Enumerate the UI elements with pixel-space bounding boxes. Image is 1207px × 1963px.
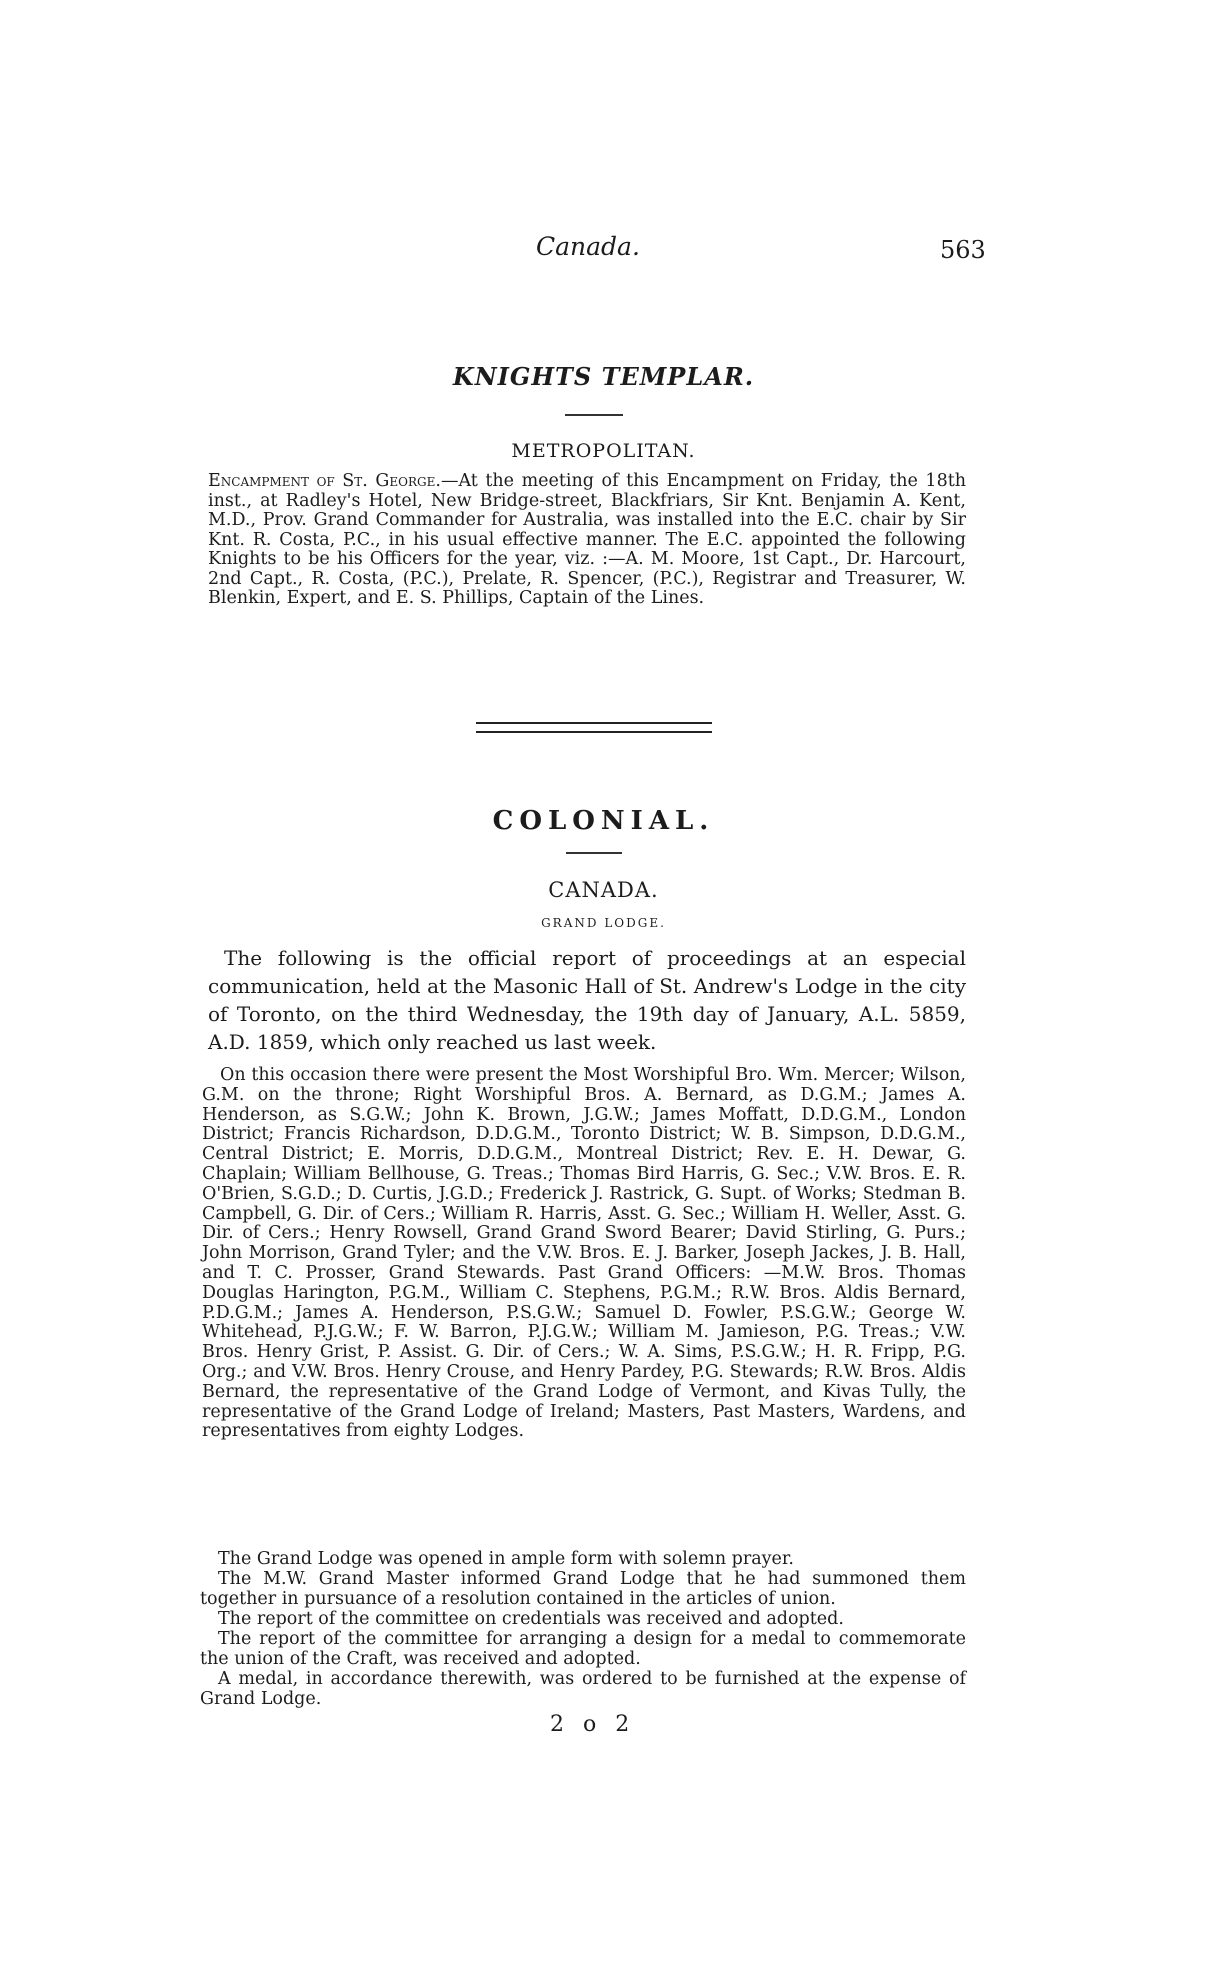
credentials-paragraph: The report of the committee on credentials was received and adopted.	[218, 1609, 844, 1629]
metropolitan-subheading: METROPOLITAN.	[511, 440, 696, 462]
intro-paragraph: The following is the official report of proceedings at an especial communication, held at the Masonic Hall of St. Andrew's Lodge in the city of Toronto, on the third Wednesday, the 19th day of January, A.L. 5859, A.D. 1859, which only reached us last week.	[208, 946, 966, 1054]
knights-templar-heading: KNIGHTS TEMPLAR.	[452, 362, 755, 391]
section-divider-top	[476, 722, 712, 724]
heading-rule	[565, 414, 623, 416]
medal-paragraph: A medal, in accordance therewith, was ordered to be furnished at the expense of Grand Lodge.	[200, 1669, 966, 1709]
canada-subheading: CANADA.	[548, 878, 659, 902]
encampment-body: —At the meeting of this Encampment on Friday, the 18th inst., at Radley's Hotel, New Bridge-street, Blackfriars, Sir Knt. Benjamin A. Kent, M.D., Prov. Grand Commander for Australia, was installed into the E.C. chair by Sir Knt. R. Costa, P.C., in his usual effective manner. The E.C. appointed the following Knights to be his Officers for the year, viz. :—A. M. Moore, 1st Capt., Dr. Harcourt, 2nd Capt., R. Costa, (P.C.), Prelate, R. Spencer, (P.C.), Registrar and Treasurer, W. Blenkin, Expert, and E. S. Phillips, Captain of the Lines.	[208, 471, 967, 608]
colonial-heading: COLONIAL.	[492, 806, 715, 836]
encampment-paragraph	[208, 472, 966, 609]
opened-paragraph: The Grand Lodge was opened in ample form with solemn prayer.	[218, 1549, 794, 1569]
medal-committee-paragraph: The report of the committee for arranging a design for a medal to commemorate the union of the Craft, was received and adopted.	[200, 1629, 966, 1669]
attendees-paragraph: On this occasion there were present the Most Worshipful Bro. Wm. Mercer; Wilson, G.M. on the throne; Right Worshipful Bros. A. Bernard, as D.G.M.; James A. Henderson, as S.G.W.; John K. Brown, J.G.W.; James Moffatt, D.D.G.M., London District; Francis Richardson, D.D.G.M., Toronto District; W. B. Simpson, D.D.G.M., Central District; E. Morris, D.D.G.M., Montreal District; Rev. E. H. Dewar, G. Chaplain; William Bellhouse, G. Treas.; Thomas Bird Harris, G. Sec.; V.W. Bros. E. R. O'Brien, S.G.D.; D. Curtis, J.G.D.; Frederick J. Rastrick, G. Supt. of Works; Stedman B. Campbell, G. Dir. of Cers.; William R. Harris, Asst. G. Sec.; William H. Weller, Asst. G. Dir. of Cers.; Henry Rowsell, Grand Grand Sword Bearer; David Stirling, G. Purs.; John Morrison, Grand Tyler; and the V.W. Bros. E. J. Barker, Joseph Jackes, J. B. Hall, and T. C. Prosser, Grand Stewards. Past Grand Officers: —M.W. Bros. Thomas Douglas Harington, P.G.M., William C. Stephens, P.G.M.; R.W. Bros. Aldis Bernard, P.D.G.M.; James A. Henderson, P.S.G.W.; Samuel D. Fowler, P.S.G.W.; George W. Whitehead, P.J.G.W.; F. W. Barron, P.J.G.W.; William M. Jamieson, P.G. Treas.; V.W. Bros. Henry Grist, P. Assist. G. Dir. of Cers.; W. A. Sims, P.S.G.W.; H. R. Fripp, P.G. Org.; and V.W. Bros. Henry Crouse, and Henry Pardey, P.G. Stewards; R.W. Bros. Aldis Bernard, the representative of the Grand Lodge of Vermont, and Kivas Tully, the representative of the Grand Lodge of Ireland; Masters, Past Masters, Wardens, and representatives from eighty Lodges.	[202, 1065, 966, 1442]
grand-lodge-subheading: GRAND LODGE.	[541, 916, 666, 930]
page-number: 563	[940, 236, 986, 264]
grand-master-paragraph: The M.W. Grand Master informed Grand Lodge that he had summoned them together in pursuance of a resolution contained in the articles of union.	[200, 1569, 966, 1609]
encampment-lead: Encampment of St. George.	[208, 471, 441, 491]
running-head-title: Canada.	[536, 232, 640, 261]
section-divider-bottom	[476, 731, 712, 733]
running-head	[0, 232, 1207, 272]
colonial-rule	[566, 852, 622, 854]
signature-mark: 2 o 2	[550, 1712, 636, 1737]
